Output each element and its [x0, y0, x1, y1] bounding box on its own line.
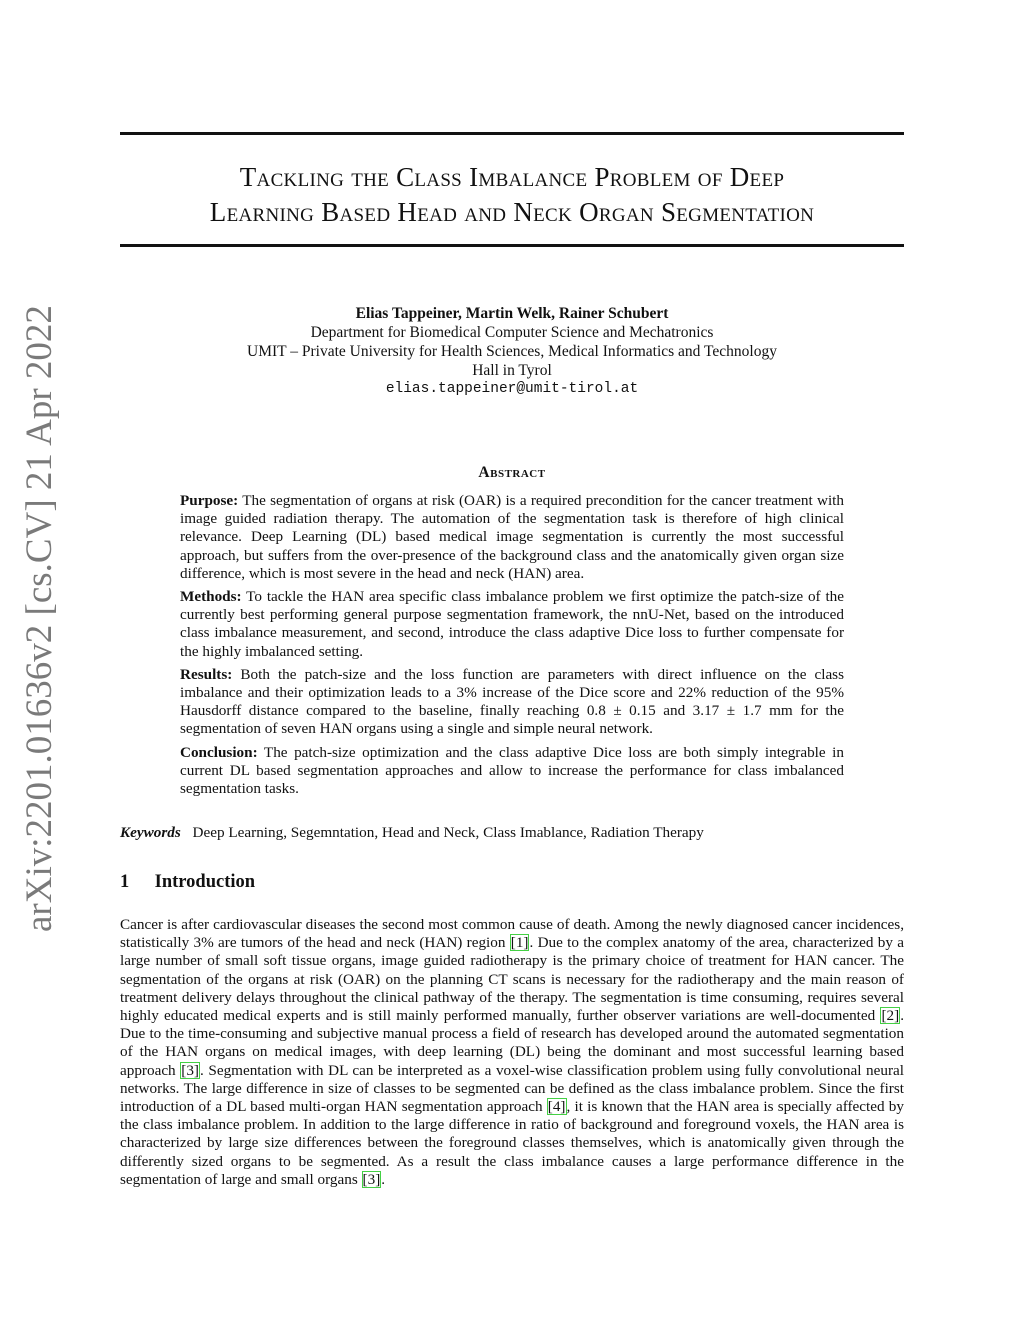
- author-email[interactable]: elias.tappeiner@umit-tirol.at: [385, 381, 639, 397]
- author-university: UMIT – Private University for Health Sciences, Medical Informatics and Technology: [247, 343, 777, 360]
- conclusion-text: The patch-size optimization and the class adaptive Dice loss are both simply integrable in current DL based segmentation approaches and allow to increase the performance for class imbalanced segmentation tasks.: [180, 743, 844, 798]
- title-line-1-text: Tackling the Class Imbalance Problem of Deep: [239, 162, 785, 192]
- results-text: Both the patch-size and the loss function are parameters with direct influence on the class imbalance and their optimization leads to a 3% increase of the Dice score and 22% reduction of the 95% Hausdorff distance compared to the baseline, finally reaching 0.8 ± 0.15 and 3.17 ± 1.7 mm for the segmentation of seven HAN organs using a single and simple neural network.: [180, 665, 845, 738]
- introduction-paragraph: [120, 916, 904, 1189]
- methods-text: To tackle the HAN area specific class imbalance problem we first optimize the patch-size of the currently best performing general purpose segmentation framework, the nnU-Net, based on the introduced class imbalance measurement, and second, introduce the class adaptive Dice loss to further compensate for the highly imbalanced setting.: [180, 588, 844, 660]
- intro-text-6: .: [381, 1170, 386, 1188]
- abstract-heading: [120, 464, 904, 482]
- intro-text-4: . Segmentation with DL can be interpreted as a voxel-wise classification problem using fully convolutional neural networks. The large difference in size of classes to be segmented can be defined as the class imbalance problem. Since the first introduction of a DL based multi-organ HAN segmentation approach: [120, 1061, 905, 1116]
- paper-title: [120, 160, 904, 230]
- author-names: Elias Tappeiner, Martin Welk, Rainer Schubert: [355, 305, 669, 322]
- conclusion-label: Conclusion:: [180, 743, 258, 761]
- author-location: Hall in Tyrol: [472, 362, 552, 379]
- abstract-conclusion: [180, 744, 844, 799]
- section-number: 1: [120, 872, 130, 892]
- introduction-body: [120, 916, 904, 1189]
- title-line-2: [120, 195, 904, 230]
- purpose-text: The segmentation of organs at risk (OAR) is a required precondition for the cancer treatment with image guided radiation therapy. The automation of the segmentation task is therefore of high clinical relevance. Deep Learning (DL) based medical image segmentation is currently the most successful approach, but suffers from the over-presence of the background class and the anatomically given organ size difference, which is most severe in the head and neck (HAN) area.: [180, 492, 844, 582]
- intro-text-1: Cancer is after cardiovascular diseases the second most common cause of death. Among the newly diagnosed cancer incidences, statistically 3% are tumors of the head and neck (HAN) region: [120, 916, 904, 952]
- keywords: [120, 823, 904, 842]
- purpose-label: Purpose:: [180, 492, 239, 509]
- title-top-rule: [120, 132, 904, 135]
- keywords-text: Deep Learning, Segemntation, Head and Neck, Class Imablance, Radiation Therapy: [192, 824, 704, 841]
- title-line-2-text: Learning Based Head and Neck Organ Segmentation: [209, 197, 815, 227]
- section-heading-introduction: [120, 872, 255, 893]
- citation-link-1[interactable]: [1]: [510, 934, 529, 952]
- citation-link-2[interactable]: [2]: [881, 1007, 900, 1025]
- intro-text-3: . Due to the time-consuming and subjective manual process a field of research has developed around the automated segmentation of the HAN organs on medical images, with deep learning (DL) being the dominant and most successful learning based approach: [120, 1007, 904, 1079]
- keywords-label: Keywords: [120, 824, 181, 841]
- methods-label: Methods:: [180, 588, 242, 606]
- authors-block: [120, 304, 904, 399]
- citation-link-5[interactable]: [3]: [362, 1170, 381, 1188]
- citation-link-3[interactable]: [3]: [181, 1061, 199, 1079]
- section-title: Introduction: [154, 872, 256, 892]
- abstract-heading-text: Abstract: [478, 464, 546, 481]
- results-label: Results:: [180, 665, 233, 683]
- abstract-results: [180, 666, 844, 739]
- arxiv-stamp: arXiv:2201.01636v2 [cs.CV] 21 Apr 2022: [19, 305, 60, 932]
- abstract-methods: [180, 588, 844, 661]
- title-bottom-rule: [120, 244, 904, 247]
- abstract-purpose: [180, 492, 844, 583]
- author-department: Department for Biomedical Computer Science and Mechatronics: [310, 324, 714, 341]
- abstract-body: [180, 492, 844, 803]
- intro-text-5: , it is known that the HAN area is specially affected by the class imbalance problem. In addition to the large difference in ratio of background and foreground voxels, the HAN area is characterized by large size differences between the foreground classes themselves, which is anatomically given through the differently sized organs to be segmented. As a result the class imbalance causes a large performance difference in the segmentation of large and small organs: [120, 1098, 904, 1188]
- citation-link-4[interactable]: [4]: [547, 1098, 566, 1116]
- title-line-1: [120, 160, 904, 195]
- intro-text-2: . Due to the complex anatomy of the area, characterized by a large number of small soft tissue organs, image guided radiotherapy is the primary choice of treatment for HAN cancer. The segmentation of the organs at risk (OAR) on the planning CT scans is necessary for the radiotherapy and the main reason of treatment delivery delays throughout the clinical pathway of the therapy. The segmentation is time consuming, requires several highly educated medical experts and is still mainly performed manually, further observer variations are well-documented: [120, 934, 904, 1025]
